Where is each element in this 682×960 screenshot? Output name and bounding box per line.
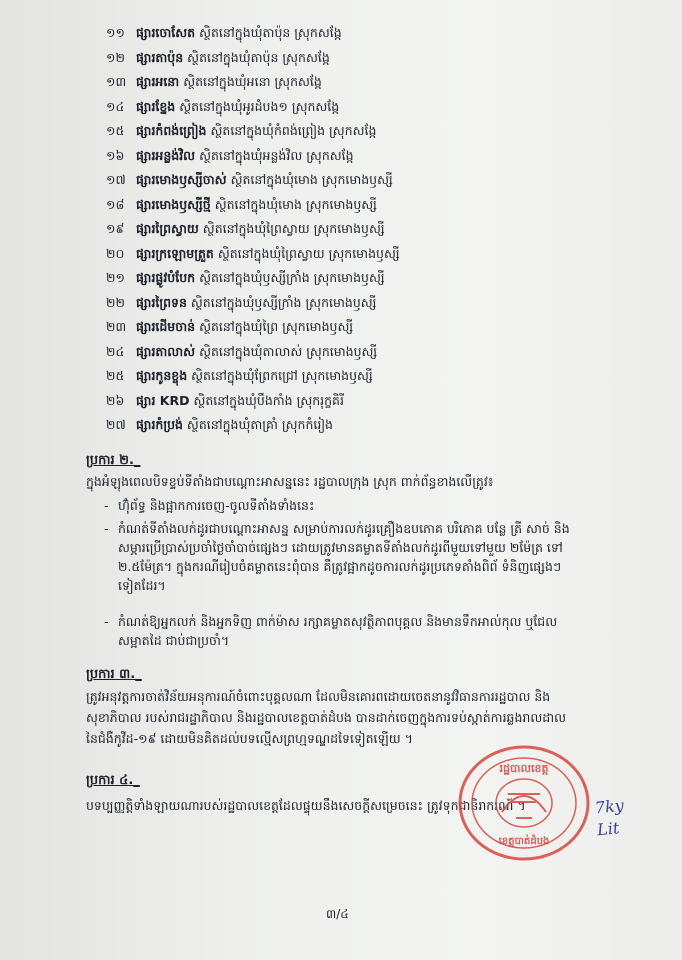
item-number: ២៧ [106, 417, 126, 432]
list-item [106, 367, 373, 385]
bullet-dash: - [104, 614, 109, 629]
bullet-line: ទៀតដែរ។ [118, 578, 166, 593]
official-seal [456, 742, 592, 864]
market-name: ផ្សារកូនខ្ចុង [136, 368, 188, 383]
list-item [106, 294, 376, 312]
list-item [106, 122, 376, 140]
item-number: ២២ [106, 294, 125, 310]
market-location: ស្ថិតនៅក្នុងឃុំអន្លង់វិល ស្រុកសង្កែ [199, 147, 354, 163]
market-location: ស្ថិតនៅក្នុងឃុំឫស្សីក្រាំង ស្រុកមោងឫស្សី [190, 294, 377, 310]
bullet-line: សម្ភារប្រើប្រាស់ប្រចាំថ្ងៃចាំបាច់ផ្សេងៗ ដោយត្រូវមានគម្លាតទីតាំងលក់ដូរពីមួយទៅមួយ ២ម៉ែត្រ ទៅ [118, 540, 563, 555]
seal-top-text: រដ្ឋបាលខេត្ត [499, 762, 549, 775]
market-location: ស្ថិតនៅក្នុងឃុំព្រៃស្វាយ ស្រុកមោងឫស្សី [202, 221, 385, 236]
market-name: ផ្សារអន្លង់វិល [136, 147, 196, 163]
market-name: ផ្សារក្រឡោមត្រួត [136, 245, 214, 261]
bullet-line: ២.៥ម៉ែត្រ។ ក្នុងករណីរៀបចំគម្លាតនេះពុំបាន គឺត្រូវផ្អាកដូចការលក់ដូរប្រភេទតាំងពិព័ ទំនិញផ្សេងៗ [118, 559, 562, 574]
seal-bottom-text: ខេត្តបាត់ដំបង [498, 836, 550, 847]
market-name: ផ្សារដើមចាន់ [136, 319, 196, 334]
handwritten-note [594, 795, 627, 842]
market-name: ផ្សារមោងឫស្សីចាស់ [136, 172, 227, 187]
market-location: ស្ថិតនៅក្នុងឃុំអនោ ស្រុកសង្កែ [183, 74, 322, 89]
handwriting-line: Lit [596, 818, 621, 840]
item-number: ១៧ [106, 172, 126, 187]
item-number: ១៩ [106, 221, 125, 236]
body-line: សុខាភិបាល របស់រាជរដ្ឋាភិបាល និងរដ្ឋបាលខេត្តបាត់ដំបង បានដាក់ចេញក្នុងការទប់ស្កាត់ការឆ្លងរាលដាល [86, 710, 567, 725]
list-item [106, 73, 322, 91]
article-2-bullet [104, 519, 638, 595]
market-name: ផ្សារមោងឫស្សីថ្មី [136, 196, 211, 212]
article-2-bullet [104, 612, 638, 650]
item-number: ២៥ [106, 368, 125, 383]
list-item [106, 24, 342, 42]
list-item [106, 392, 344, 410]
article-3-heading: ប្រការ ៣._ [86, 667, 142, 682]
list-item [106, 196, 377, 214]
item-number: ២៣ [106, 319, 127, 334]
page-number: ៣/៤ [326, 907, 349, 921]
item-number: ១៥ [106, 123, 125, 138]
market-location: ស្ថិតនៅក្នុងឃុំព្រៃស្វាយ ស្រុកមោងឫស្សី [217, 245, 400, 261]
body-line: ត្រូវអនុវត្តការចាត់វិន័យអនុការណ៍ចំពោះបុគ្គលណា ដែលមិនគោរពដោយចេតនានូវវិធានការរដ្ឋបាល និង [86, 689, 551, 704]
item-number: ២១ [106, 270, 125, 285]
article-2-bullet [104, 496, 638, 515]
market-location: ស្ថិតនៅក្នុងឃុំតាគ្រាំ ស្រុកកំរៀង [186, 417, 333, 432]
market-location: ស្ថិតនៅក្នុងឃុំព្រៃ ស្រុកមោងឫស្សី [199, 319, 354, 334]
list-item [106, 171, 393, 189]
list-item [106, 318, 353, 336]
item-number: ២៤ [106, 343, 125, 359]
list-item [106, 98, 339, 116]
market-location: ស្ថិតនៅក្នុងឃុំអូរដំបង១ ស្រុកសង្កែ [179, 98, 340, 114]
market-name: ផ្សារចោសែត [136, 25, 196, 40]
bullet-line: សម្អាតដៃ ជាប់ជាប្រចាំ។ [118, 633, 230, 648]
item-number: ១៣ [106, 74, 127, 89]
article-2-intro: ក្នុងអំឡុងពេលបិទខ្ទប់ទីតាំងជាបណ្ដោះអាសន្ននេះ រដ្ឋបាលក្រុង ស្រុក ពាក់ព័ន្ធខាងលើត្រូវ៖ [86, 474, 494, 489]
list-item [106, 147, 354, 165]
market-location: ស្ថិតនៅក្នុងឃុំឫស្សីក្រាំង ស្រុកមោងឫស្សី [199, 270, 385, 285]
item-number: ១៨ [106, 196, 125, 212]
list-item [106, 269, 385, 287]
market-location: ស្ថិតនៅក្នុងឃុំមោង ស្រុកមោងឫស្សី [230, 172, 393, 187]
market-location: ស្ថិតនៅក្នុងឃុំតាលាស់ ស្រុកមោងឫស្សី [199, 343, 378, 359]
market-location: ស្ថិតនៅក្នុងឃុំតាប៉ុន ស្រុកសង្កែ [199, 25, 342, 40]
market-location: ស្ថិតនៅក្នុងឃុំមោង ស្រុកមោងឫស្សី [214, 196, 377, 212]
item-number: ២០ [106, 245, 125, 261]
list-item [106, 416, 333, 434]
item-number: ១១ [106, 25, 125, 40]
item-number: ១២ [106, 49, 125, 65]
item-number: ២៦ [106, 392, 125, 408]
item-number: ១៦ [106, 147, 125, 163]
market-name: ផ្សារខ្នែង [136, 98, 176, 114]
market-location: ស្ថិតនៅក្នុងឃុំតាប៉ុន ស្រុកសង្កែ [187, 49, 330, 65]
list-item [106, 220, 385, 238]
bullet-dash: - [104, 521, 109, 536]
bullet-line: កំណត់ឱ្យអ្នកលក់ និងអ្នកទិញ ពាក់ម៉ាស រក្សាគម្លាតសុវត្ថិភាពបុគ្គល និងមានទឹកអាល់កុល ឬជែល [118, 614, 558, 629]
item-number: ១៤ [106, 98, 125, 114]
body-line: នៃជំងឺកូវីដ-១៩ ដោយមិនគិតដល់បទល្មើសព្រហ្មទណ្ឌដទៃទៀតឡើយ ។ [86, 731, 413, 746]
handwriting-line: 7ky [593, 795, 625, 818]
market-name: ផ្សារផ្លូវបំបែក [136, 270, 196, 285]
market-location: ស្ថិតនៅក្នុងឃុំកំពង់ព្រៀង ស្រុកសង្កែ [210, 123, 377, 138]
article-2-heading: ប្រការ ២._ [86, 453, 141, 468]
bullet-line: កំណត់ទីតាំងលក់ដូរជាបណ្ដោះអាសន្ន សម្រាប់ការលក់ដូរគ្រឿងឧបភោគ បរិភោគ បន្លែ ត្រី សាច់ និង [118, 521, 570, 536]
article-3-body [86, 686, 646, 749]
article-4-heading: ប្រការ ៤._ [86, 773, 140, 788]
market-name: ផ្សារកំប្រង់ [136, 417, 183, 432]
market-name: ផ្សារតាប៉ុន [136, 49, 184, 65]
market-name: ផ្សារកំពង់ព្រៀង [136, 123, 207, 138]
market-location: ស្ថិតនៅក្នុងឃុំបឹងកាំង ស្រុករុក្ខគិរី [193, 392, 344, 408]
market-name: ផ្សារ KRD [136, 392, 190, 408]
body-line: បទប្បញ្ញត្តិទាំងឡាយណារបស់រដ្ឋបាលខេត្តដែលផ្ទុយនឹងសេចក្តីសម្រេចនេះ ត្រូវទុកជានិរាករណ៍ ។ [86, 798, 526, 813]
market-location: ស្ថិតនៅក្នុងឃុំព្រែកជ្រៅ ស្រុកមោងឫស្សី [191, 368, 373, 383]
market-name: ផ្សារតាលាស់ [136, 343, 196, 359]
list-item [106, 343, 377, 361]
market-name: ផ្សារព្រៃទន [136, 294, 187, 310]
market-name: ផ្សារព្រៃស្វាយ [136, 221, 199, 236]
bullet-line: ហ៊ុំព័ទ្ធ និងផ្អាកការចេញ-ចូលទីតាំងទាំងនេះ [118, 498, 315, 513]
bullet-dash: - [104, 498, 109, 513]
market-name: ផ្សារអនោ [136, 74, 180, 89]
list-item [106, 49, 330, 67]
list-item [106, 245, 400, 263]
